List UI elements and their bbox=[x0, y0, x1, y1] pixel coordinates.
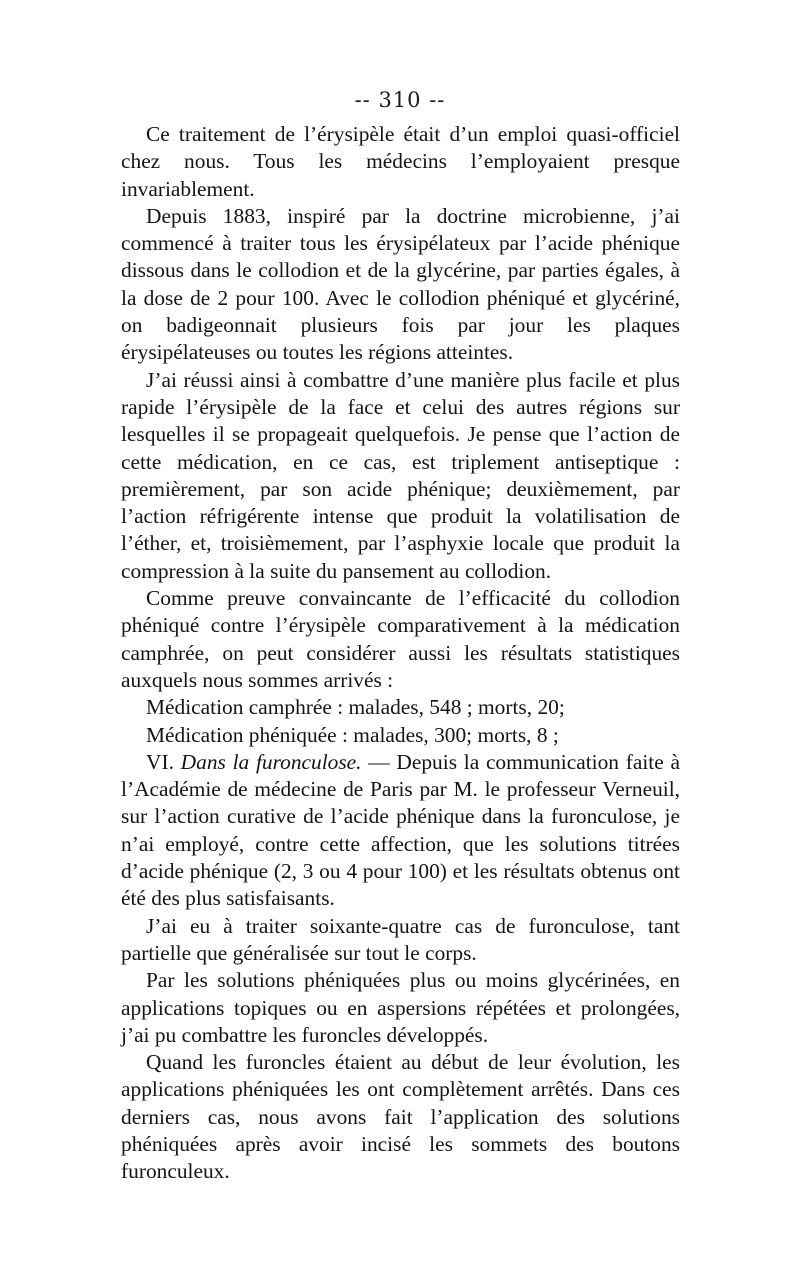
section-title: Dans la furonculose. bbox=[180, 749, 362, 774]
paragraph-cases-count: J’ai eu à traiter soixante-quatre cas de furonculose, tant partielle que généralisée sur tout le corps. bbox=[121, 913, 680, 965]
paragraph-furonculose-section bbox=[121, 749, 680, 913]
body-text bbox=[121, 121, 680, 1186]
statistics-line-camphree: Médication camphrée : malades, 548 ; morts, 20; bbox=[146, 695, 565, 720]
paragraph-antiseptic-action: J’ai réussi ainsi à combattre d’une manière plus facile et plus rapide l’érysipèle de la face et celui des autres régions sur lesquelles il se propageait quelquefois. Je pense que l’action de cette médication, en ce cas, est triplement antiseptique : premièrement, par son acide phénique; deuxièmement, par l’action réfrigérente intense que produit la volatilisation de l’éther, et, troisièmement, par l’asphyxie locale que produit la compression à la suite du pansement au collodion. bbox=[121, 367, 680, 583]
paragraph-erysipele-intro: Ce traitement de l’érysipèle était d’un emploi quasi-officiel chez nous. Tous les médecins l’employaient presque invariablement. bbox=[121, 122, 680, 201]
paragraph-statistics-intro: Comme preuve convaincante de l’efficacité du collodion phéniqué contre l’érysipèle comparativement à la médication camphrée, on peut considérer aussi les résultats statistiques auxquels nous sommes arrivés : bbox=[121, 586, 680, 692]
section-number: VI. bbox=[146, 749, 181, 774]
section-text: — Depuis la communication faite à l’Académie de médecine de Paris par M. le professeur Verneuil, sur l’action curative de l’acide phénique dans la furonculose, je n’ai employé, contre cette affection, que les solutions titrées d’acide phénique (2, 3 ou 4 pour 100) et les résultats obtenus ont été des plus satisfaisants. bbox=[121, 749, 680, 911]
paragraph-early-furuncles: Quand les furoncles étaient au début de leur évolution, les applications phéniquées les ont complètement arrêtés. Dans ces derniers cas, nous avons fait l’application des solutions phéniquées après avoir incisé les sommets des boutons furonculeux. bbox=[121, 1050, 680, 1184]
paragraph-solutions-applications: Par les solutions phéniquées plus ou moins glycérinées, en applications topiques ou en aspersions répétées et prolongées, j’ai pu combattre les furoncles développés. bbox=[121, 968, 680, 1047]
paragraph-collodion-method: Depuis 1883, inspiré par la doctrine microbienne, j’ai commencé à traiter tous les érysipélateux par l’acide phénique dissous dans le collodion et de la glycérine, par parties égales, à la dose de 2 pour 100. Avec le collodion phéniqué et glycériné, on badigeonnait plusieurs fois par jour les plaques érysipélateuses ou toutes les régions atteintes. bbox=[121, 203, 680, 365]
page-number: -- 310 -- bbox=[354, 88, 446, 112]
statistics-line-pheniquee: Médication phéniquée : malades, 300; morts, 8 ; bbox=[146, 722, 559, 747]
